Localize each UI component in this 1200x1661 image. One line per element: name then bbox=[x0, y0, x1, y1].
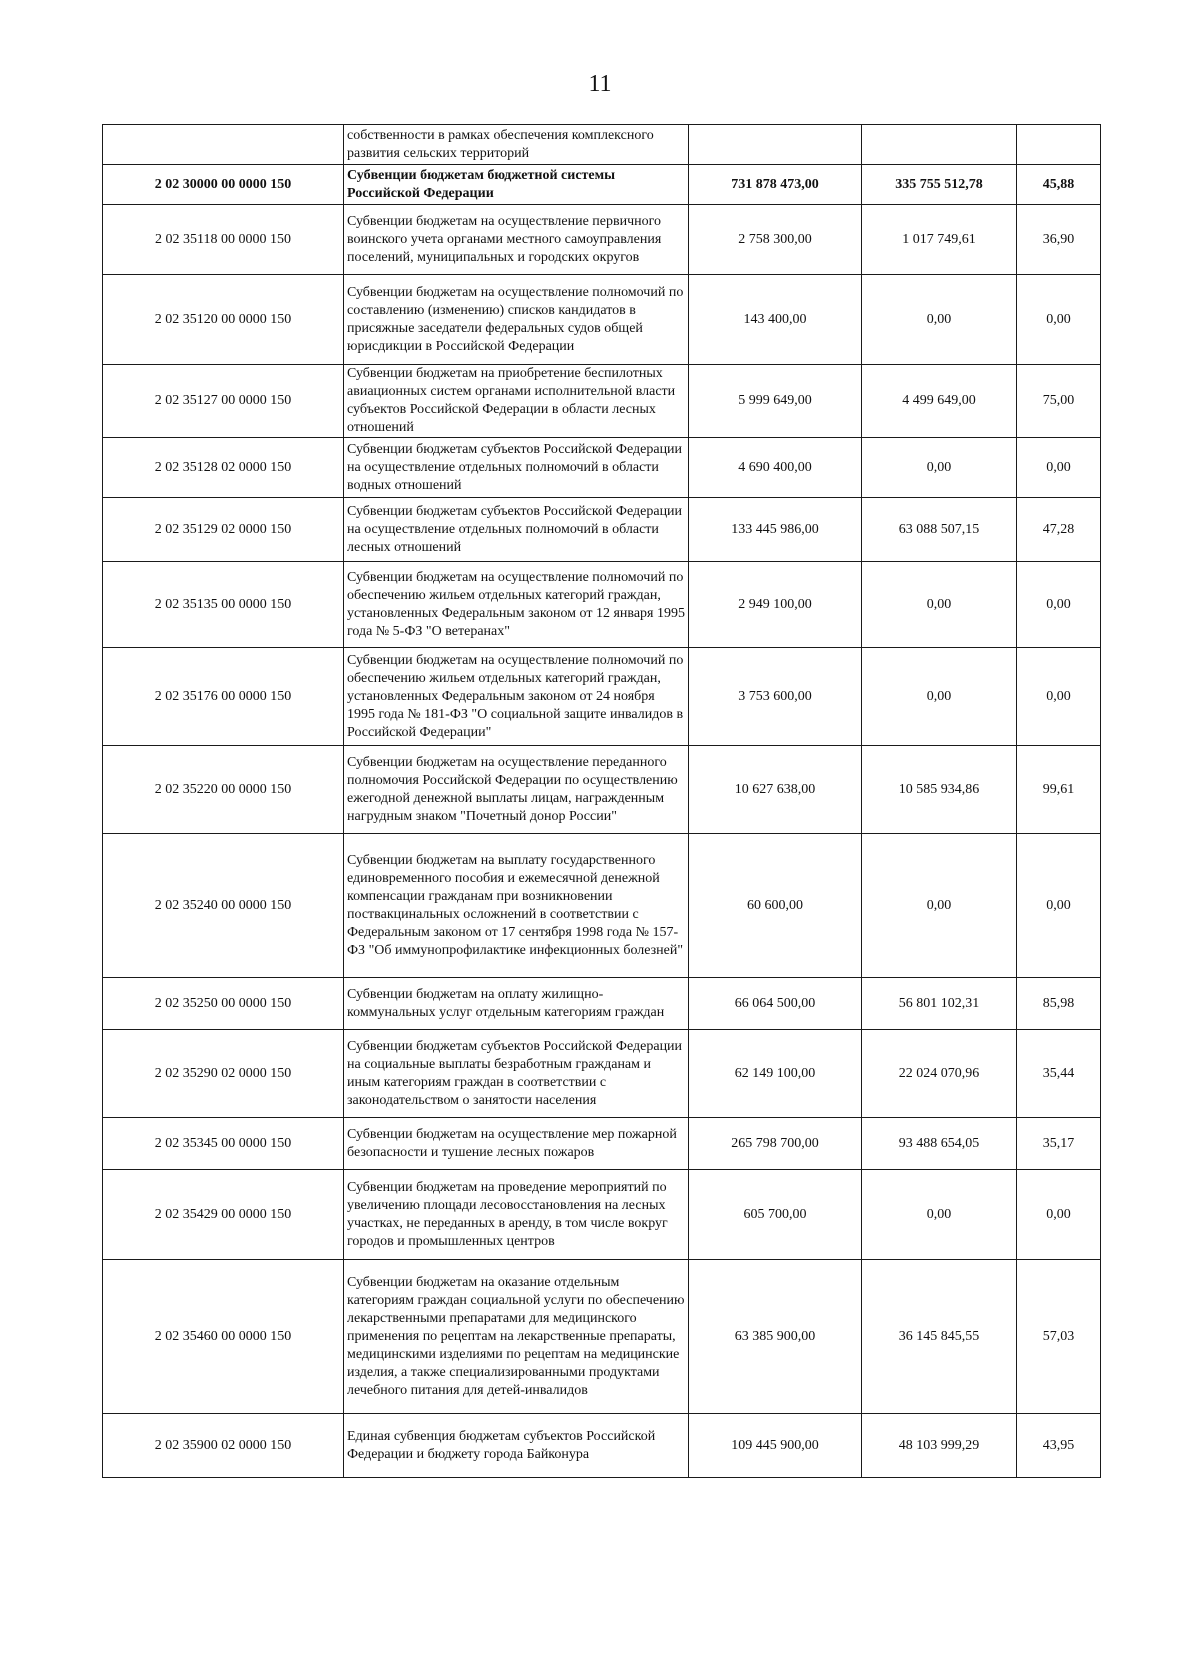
executed-amount-cell: 0,00 bbox=[862, 438, 1017, 498]
description-cell: Субвенции бюджетам на осуществление полномочий по обеспечению жильем отдельных категорий граждан, установленных Федеральным законом от 12 января 1995 года № 5-ФЗ "О ветеранах" bbox=[344, 562, 689, 648]
planned-amount-cell: 133 445 986,00 bbox=[689, 498, 862, 562]
description-cell: Субвенции бюджетам на осуществление полномочий по составлению (изменению) списков кандидатов в присяжные заседатели федеральных судов общей юрисдикции в Российской Федерации bbox=[344, 275, 689, 365]
executed-amount-cell: 0,00 bbox=[862, 1170, 1017, 1260]
executed-amount-cell: 48 103 999,29 bbox=[862, 1414, 1017, 1478]
description-cell: Субвенции бюджетам на осуществление мер пожарной безопасности и тушение лесных пожаров bbox=[344, 1118, 689, 1170]
table-row bbox=[103, 1030, 1101, 1118]
description-cell: Субвенции бюджетам на осуществление первичного воинского учета органами местного самоуправления поселений, муниципальных и городских округов bbox=[344, 205, 689, 275]
table-row bbox=[103, 1118, 1101, 1170]
description-cell: Субвенции бюджетам бюджетной системы Российской Федерации bbox=[344, 165, 689, 205]
budget-code-cell: 2 02 35460 00 0000 150 bbox=[103, 1260, 344, 1414]
execution-percent-cell: 43,95 bbox=[1017, 1414, 1101, 1478]
table-row bbox=[103, 1170, 1101, 1260]
execution-percent-cell: 0,00 bbox=[1017, 275, 1101, 365]
planned-amount-cell: 109 445 900,00 bbox=[689, 1414, 862, 1478]
executed-amount-cell: 36 145 845,55 bbox=[862, 1260, 1017, 1414]
planned-amount-cell: 4 690 400,00 bbox=[689, 438, 862, 498]
executed-amount-cell: 56 801 102,31 bbox=[862, 978, 1017, 1030]
budget-code-cell: 2 02 30000 00 0000 150 bbox=[103, 165, 344, 205]
table-row bbox=[103, 562, 1101, 648]
budget-code-cell: 2 02 35345 00 0000 150 bbox=[103, 1118, 344, 1170]
budget-code-cell: 2 02 35135 00 0000 150 bbox=[103, 562, 344, 648]
table-row bbox=[103, 438, 1101, 498]
description-cell: Субвенции бюджетам на оплату жилищно-коммунальных услуг отдельным категориям граждан bbox=[344, 978, 689, 1030]
executed-amount-cell: 4 499 649,00 bbox=[862, 365, 1017, 438]
description-cell: Субвенции бюджетам на приобретение беспилотных авиационных систем органами исполнительной власти субъектов Российской Федерации в области лесных отношений bbox=[344, 365, 689, 438]
table-row bbox=[103, 498, 1101, 562]
executed-amount-cell bbox=[862, 125, 1017, 165]
planned-amount-cell: 143 400,00 bbox=[689, 275, 862, 365]
table-row bbox=[103, 834, 1101, 978]
description-cell: Субвенции бюджетам субъектов Российской Федерации на социальные выплаты безработным гражданам и иным категориям граждан в соответствии с законодательством о занятости населения bbox=[344, 1030, 689, 1118]
executed-amount-cell: 93 488 654,05 bbox=[862, 1118, 1017, 1170]
execution-percent-cell: 99,61 bbox=[1017, 746, 1101, 834]
planned-amount-cell: 63 385 900,00 bbox=[689, 1260, 862, 1414]
executed-amount-cell: 335 755 512,78 bbox=[862, 165, 1017, 205]
planned-amount-cell: 2 949 100,00 bbox=[689, 562, 862, 648]
planned-amount-cell: 2 758 300,00 bbox=[689, 205, 862, 275]
page-number: 11 bbox=[588, 71, 612, 97]
execution-percent-cell: 0,00 bbox=[1017, 438, 1101, 498]
execution-percent-cell: 75,00 bbox=[1017, 365, 1101, 438]
planned-amount-cell: 66 064 500,00 bbox=[689, 978, 862, 1030]
planned-amount-cell: 3 753 600,00 bbox=[689, 648, 862, 746]
execution-percent-cell: 85,98 bbox=[1017, 978, 1101, 1030]
execution-percent-cell: 0,00 bbox=[1017, 648, 1101, 746]
table-row bbox=[103, 365, 1101, 438]
executed-amount-cell: 1 017 749,61 bbox=[862, 205, 1017, 275]
executed-amount-cell: 0,00 bbox=[862, 834, 1017, 978]
description-cell: Субвенции бюджетам на осуществление переданного полномочия Российской Федерации по осуществлению ежегодной денежной выплаты лицам, награжденным нагрудным знаком "Почетный донор России" bbox=[344, 746, 689, 834]
description-cell: Субвенции бюджетам на проведение мероприятий по увеличению площади лесовосстановления на лесных участках, не переданных в аренду, в том числе вокруг городов и промышленных центров bbox=[344, 1170, 689, 1260]
execution-percent-cell: 36,90 bbox=[1017, 205, 1101, 275]
planned-amount-cell: 265 798 700,00 bbox=[689, 1118, 862, 1170]
table-row bbox=[103, 648, 1101, 746]
description-cell: Субвенции бюджетам субъектов Российской Федерации на осуществление отдельных полномочий в области водных отношений bbox=[344, 438, 689, 498]
executed-amount-cell: 0,00 bbox=[862, 648, 1017, 746]
table-row bbox=[103, 1414, 1101, 1478]
description-cell: собственности в рамках обеспечения комплексного развития сельских территорий bbox=[344, 125, 689, 165]
budget-code-cell: 2 02 35240 00 0000 150 bbox=[103, 834, 344, 978]
planned-amount-cell: 10 627 638,00 bbox=[689, 746, 862, 834]
budget-code-cell: 2 02 35220 00 0000 150 bbox=[103, 746, 344, 834]
budget-code-cell bbox=[103, 125, 344, 165]
table-row bbox=[103, 165, 1101, 205]
table-row bbox=[103, 1260, 1101, 1414]
description-cell: Субвенции бюджетам на оказание отдельным категориям граждан социальной услуги по обеспечению лекарственными препаратами для медицинского применения по рецептам на лекарственные препараты, медицинскими изделиями по рецептам на медицинские изделия, а также специализированными продуктами лечебного питания для детей-инвалидов bbox=[344, 1260, 689, 1414]
execution-percent-cell: 45,88 bbox=[1017, 165, 1101, 205]
subventions-table bbox=[102, 124, 1101, 1478]
execution-percent-cell: 47,28 bbox=[1017, 498, 1101, 562]
execution-percent-cell: 0,00 bbox=[1017, 562, 1101, 648]
budget-code-cell: 2 02 35118 00 0000 150 bbox=[103, 205, 344, 275]
execution-percent-cell bbox=[1017, 125, 1101, 165]
description-cell: Субвенции бюджетам на выплату государственного единовременного пособия и ежемесячной денежной компенсации гражданам при возникновении поствакцинальных осложнений в соответствии с Федеральным законом от 17 сентября 1998 года № 157-ФЗ "Об иммунопрофилактике инфекционных болезней" bbox=[344, 834, 689, 978]
budget-code-cell: 2 02 35250 00 0000 150 bbox=[103, 978, 344, 1030]
table-row bbox=[103, 978, 1101, 1030]
planned-amount-cell: 731 878 473,00 bbox=[689, 165, 862, 205]
budget-code-cell: 2 02 35429 00 0000 150 bbox=[103, 1170, 344, 1260]
planned-amount-cell: 62 149 100,00 bbox=[689, 1030, 862, 1118]
budget-code-cell: 2 02 35176 00 0000 150 bbox=[103, 648, 344, 746]
description-cell: Субвенции бюджетам субъектов Российской Федерации на осуществление отдельных полномочий в области лесных отношений bbox=[344, 498, 689, 562]
execution-percent-cell: 35,17 bbox=[1017, 1118, 1101, 1170]
planned-amount-cell: 605 700,00 bbox=[689, 1170, 862, 1260]
executed-amount-cell: 10 585 934,86 bbox=[862, 746, 1017, 834]
budget-code-cell: 2 02 35290 02 0000 150 bbox=[103, 1030, 344, 1118]
budget-code-cell: 2 02 35129 02 0000 150 bbox=[103, 498, 344, 562]
description-cell: Единая субвенция бюджетам субъектов Российской Федерации и бюджету города Байконура bbox=[344, 1414, 689, 1478]
planned-amount-cell: 60 600,00 bbox=[689, 834, 862, 978]
execution-percent-cell: 35,44 bbox=[1017, 1030, 1101, 1118]
table-row bbox=[103, 205, 1101, 275]
executed-amount-cell: 22 024 070,96 bbox=[862, 1030, 1017, 1118]
budget-code-cell: 2 02 35120 00 0000 150 bbox=[103, 275, 344, 365]
budget-code-cell: 2 02 35900 02 0000 150 bbox=[103, 1414, 344, 1478]
executed-amount-cell: 0,00 bbox=[862, 275, 1017, 365]
execution-percent-cell: 57,03 bbox=[1017, 1260, 1101, 1414]
planned-amount-cell: 5 999 649,00 bbox=[689, 365, 862, 438]
execution-percent-cell: 0,00 bbox=[1017, 834, 1101, 978]
table-row bbox=[103, 746, 1101, 834]
table-row bbox=[103, 125, 1101, 165]
execution-percent-cell: 0,00 bbox=[1017, 1170, 1101, 1260]
executed-amount-cell: 63 088 507,15 bbox=[862, 498, 1017, 562]
budget-code-cell: 2 02 35127 00 0000 150 bbox=[103, 365, 344, 438]
budget-code-cell: 2 02 35128 02 0000 150 bbox=[103, 438, 344, 498]
description-cell: Субвенции бюджетам на осуществление полномочий по обеспечению жильем отдельных категорий граждан, установленных Федеральным законом от 24 ноября 1995 года № 181-ФЗ "О социальной защите инвалидов в Российской Федерации" bbox=[344, 648, 689, 746]
executed-amount-cell: 0,00 bbox=[862, 562, 1017, 648]
planned-amount-cell bbox=[689, 125, 862, 165]
table-row bbox=[103, 275, 1101, 365]
